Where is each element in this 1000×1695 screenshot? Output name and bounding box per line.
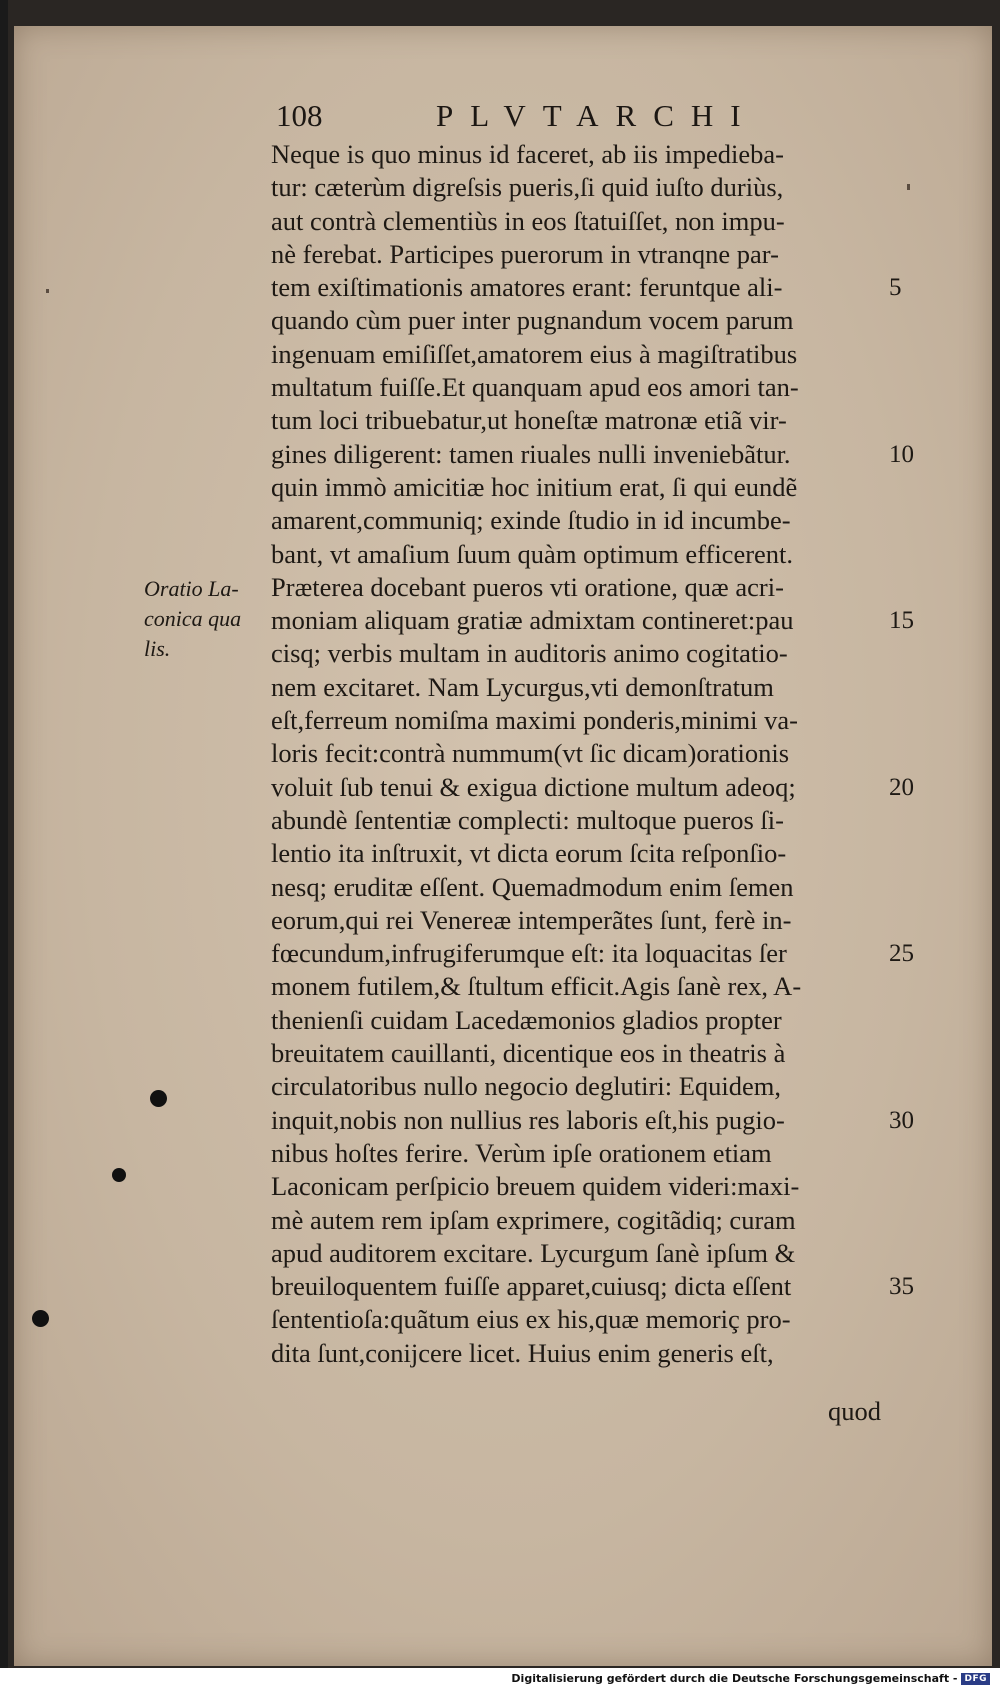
- ink-dot: [150, 1090, 167, 1107]
- line-number: 30: [889, 1106, 914, 1134]
- line-text: bant, vt amaſium ſuum quàm optimum efficerent.: [271, 538, 794, 569]
- line-text: Laconicam perſpicio breuem quidem videri:maxi-: [271, 1171, 800, 1202]
- text-line: [271, 304, 907, 337]
- line-text: gines diligerent: tamen riuales nulli inveniebãtur.: [271, 438, 791, 469]
- text-line: [271, 604, 914, 637]
- text-line: [271, 804, 907, 837]
- line-text: tum loci tribuebatur,ut honeſtæ matronæ etiã vir-: [271, 405, 787, 436]
- line-text: cisq; verbis multam in auditoris animo cogitatio-: [271, 638, 788, 669]
- line-text: moniam aliquam gratiæ admixtam contineret:pau: [271, 605, 794, 636]
- line-text: aut contrà clementiùs in eos ſtatuiſſet, non impu-: [271, 205, 785, 236]
- line-text: thenienſi cuidam Lacedæmonios gladios propter: [271, 1004, 782, 1035]
- line-text: quin immò amicitiæ hoc initium erat, ſi qui eundẽ: [271, 471, 798, 502]
- text-line: [271, 138, 907, 171]
- digitization-credit: [511, 1672, 990, 1685]
- ink-dot: [32, 1310, 49, 1327]
- text-line: [271, 1237, 907, 1270]
- marginal-note-line: conica qua: [144, 606, 242, 631]
- marginal-note-line: Oratio La-: [144, 576, 239, 601]
- text-line: [271, 504, 907, 537]
- paper-speck: [46, 289, 49, 293]
- line-text: nibus hoſtes ferire. Verùm ipſe orationem etiam: [271, 1137, 772, 1168]
- text-line: [271, 571, 907, 604]
- text-line: [271, 338, 907, 371]
- line-text: ingenuam emiſiſſet,amatorem eius à magiſtratibus: [271, 338, 798, 369]
- line-text: ſententioſa:quãtum eius ex his,quæ memoriç pro-: [271, 1304, 791, 1335]
- catchword: quod: [828, 1396, 881, 1426]
- text-line: [271, 1104, 914, 1137]
- text-line: [271, 271, 907, 304]
- line-text: eſt,ferreum nomiſma maximi ponderis,minimi va-: [271, 705, 798, 736]
- ink-dot: [112, 1168, 126, 1182]
- line-number: 5: [889, 274, 902, 302]
- text-line: [271, 1170, 907, 1203]
- line-text: Neque is quo minus id faceret, ab iis impedieba-: [271, 139, 784, 169]
- text-line: [271, 837, 907, 870]
- folio-number: 108: [276, 98, 323, 133]
- line-text: Præterea docebant pueros vti oratione, quæ acri-: [271, 571, 784, 602]
- line-text: tur: cæterùm digreſsis pueris,ſi quid iuſto duriùs,: [271, 172, 784, 203]
- text-line: [271, 238, 907, 271]
- text-line: [271, 1137, 907, 1170]
- body-text: [271, 138, 914, 1370]
- text-line: [271, 671, 907, 704]
- line-text: tem exiſtimationis amatores erant: feruntque ali-: [271, 272, 783, 303]
- text-line: [271, 205, 907, 238]
- text-line: [271, 1037, 907, 1070]
- marginal-note-line: lis.: [144, 636, 171, 661]
- line-text: loris fecit:contrà nummum(vt ſic dicam)orationis: [271, 738, 790, 769]
- line-text: inquit,nobis non nullius res laboris eſt,his pugio-: [271, 1104, 785, 1135]
- text-line: [271, 871, 907, 904]
- credit-text: Digitalisierung gefördert durch die Deutsche Forschungsgemeinschaft -: [511, 1672, 958, 1685]
- text-line: [271, 1004, 907, 1037]
- line-text: mè autem rem ipſam exprimere, cogitãdiq; curam: [271, 1204, 796, 1235]
- text-line: [271, 1303, 907, 1336]
- line-number: 20: [889, 773, 914, 801]
- text-line: [271, 937, 914, 970]
- line-number: 15: [889, 607, 914, 635]
- line-text: circulatoribus nullo negocio deglutiri: Equidem,: [271, 1071, 782, 1102]
- text-line: [271, 438, 914, 471]
- text-line: [271, 771, 914, 804]
- text-line: [271, 737, 907, 770]
- line-text: nesq; eruditæ eſſent. Quemadmodum enim ſemen: [271, 871, 794, 902]
- line-text: breuiloquentem fuiſſe apparet,cuiusq; dicta eſſent: [271, 1271, 792, 1302]
- line-text: amarent,communiq; exinde ſtudio in id incumbe-: [271, 505, 791, 536]
- line-text: nè ferebat. Participes puerorum in vtranqne par-: [271, 238, 779, 269]
- text-line: [271, 371, 907, 404]
- line-text: apud auditorem excitare. Lycurgum ſanè ipſum &: [271, 1237, 796, 1268]
- text-line: [271, 637, 907, 670]
- text-line: [271, 538, 907, 571]
- text-line: [271, 1337, 907, 1370]
- running-title: PLVTARCHI: [436, 98, 758, 133]
- line-number: 10: [889, 440, 914, 468]
- line-text: monem futilem,& ſtultum efficit.Agis ſanè rex, A-: [271, 971, 802, 1002]
- text-line: [271, 1204, 907, 1237]
- line-text: dita ſunt,conijcere licet. Huius enim generis eſt,: [271, 1337, 774, 1368]
- footer-strip: [0, 1668, 1000, 1695]
- text-line: [271, 171, 907, 204]
- line-text: nem excitaret. Nam Lycurgus,vti demonſtratum: [271, 671, 774, 702]
- line-text: breuitatem cauillanti, dicentique eos in theatris à: [271, 1038, 786, 1069]
- text-line: [271, 704, 907, 737]
- line-number: 25: [889, 940, 914, 968]
- line-text: multatum fuiſſe.Et quanquam apud eos amori tan-: [271, 372, 799, 403]
- line-number: 35: [889, 1273, 914, 1301]
- text-line: [271, 904, 907, 937]
- paper-speck: [907, 184, 910, 190]
- line-text: quando cùm puer inter pugnandum vocem parum: [271, 305, 794, 336]
- line-text: abundè ſententiæ complecti: multoque pueros ſi-: [271, 804, 784, 835]
- text-line: [271, 1270, 914, 1303]
- text-line: [271, 404, 907, 437]
- marginal-note: [144, 574, 266, 664]
- dfg-logo-icon: DFG: [961, 1673, 990, 1685]
- text-line: [271, 1070, 907, 1103]
- line-text: fœcundum,infrugiferumque eſt: ita loquacitas ſer: [271, 938, 787, 969]
- line-text: voluit ſub tenui & exigua dictione multum adeoq;: [271, 771, 796, 802]
- text-line: [271, 471, 907, 504]
- text-line: [271, 970, 907, 1003]
- line-text: eorum,qui rei Venereæ intemperãtes ſunt, ferè in-: [271, 904, 792, 935]
- line-text: lentio ita inſtruxit, vt dicta eorum ſcita reſponſio-: [271, 838, 787, 869]
